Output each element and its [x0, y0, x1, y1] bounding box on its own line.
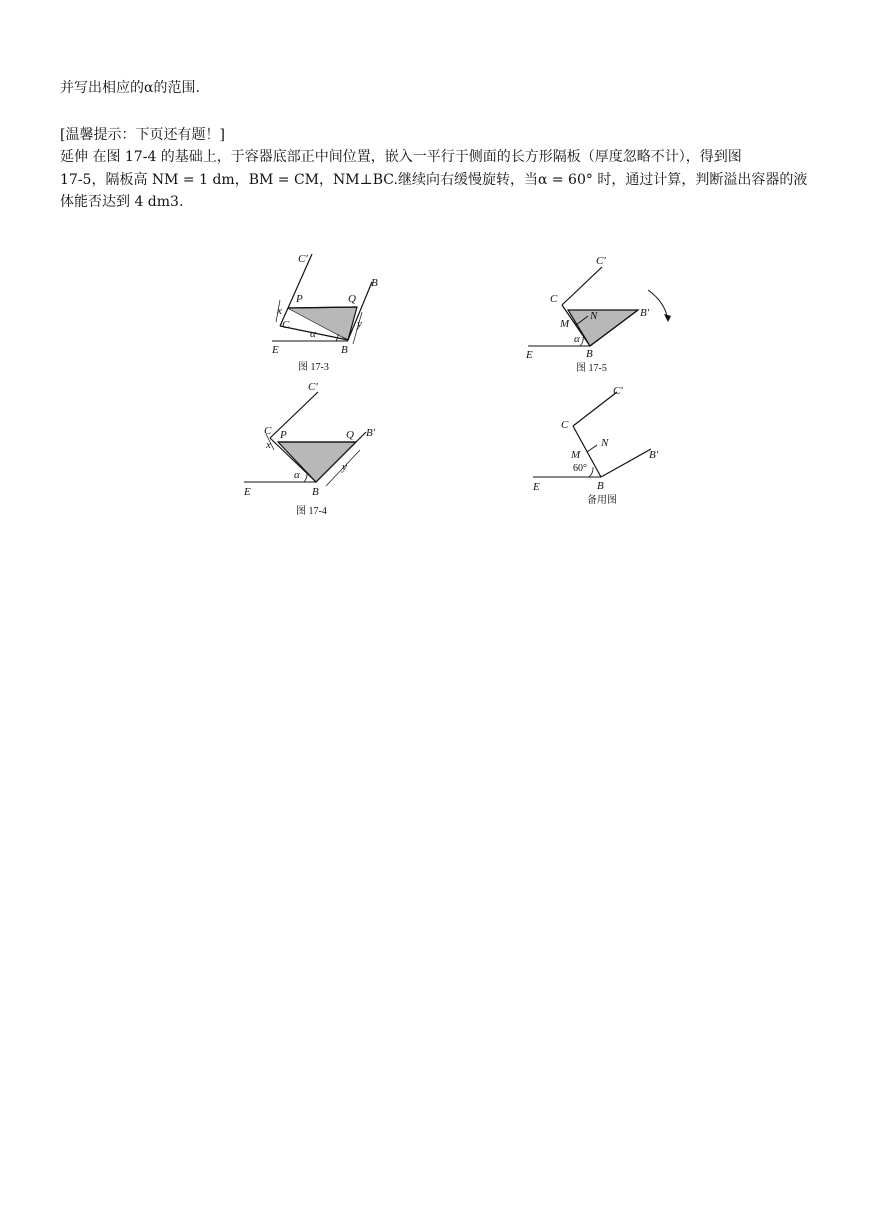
label-B: B [371, 277, 378, 289]
label-B: B [597, 480, 604, 492]
label-N: N [590, 310, 598, 322]
label-alpha: α [310, 328, 316, 340]
label-C: C [550, 293, 558, 305]
figure-caption: 图 17-5 [576, 363, 607, 374]
label-C-prime: C′ [596, 255, 606, 267]
label-x: x [277, 305, 282, 317]
label-C-prime: C′ [613, 385, 623, 397]
divider-plate [587, 445, 597, 452]
label-B: B [586, 348, 593, 360]
container-wall-left [562, 267, 602, 305]
label-C-prime: C′ [298, 253, 308, 265]
label-C: C [282, 319, 290, 331]
label-E: E [244, 486, 251, 498]
label-N: N [601, 437, 609, 449]
label-60-degrees: 60° [573, 463, 587, 474]
label-C-prime: C′ [308, 381, 318, 393]
figure-caption: 图 17-3 [298, 362, 329, 373]
text-line-3: 延伸 在图 17-4 的基础上，于容器底部正中间位置，嵌入一平行于侧面的长方形隔板（厚度忽略不计），得到图 [60, 149, 742, 165]
figure-spare [525, 380, 695, 510]
figure-caption: 图 17-4 [296, 506, 327, 517]
text-line-5: 体能否达到 4 dm3. [60, 194, 184, 210]
label-E: E [533, 481, 540, 493]
label-x: x [266, 439, 271, 451]
label-B: B [312, 486, 319, 498]
text-line-1: 并写出相应的α的范围. [60, 80, 200, 96]
label-C: C [264, 425, 272, 437]
rotation-arrowhead [664, 314, 671, 322]
label-y: y [342, 461, 347, 473]
label-M: M [571, 449, 581, 461]
label-B-prime: B′ [640, 307, 650, 319]
label-P: P [296, 293, 303, 305]
container-wall-left [573, 392, 617, 426]
label-E: E [272, 344, 279, 356]
label-B-prime: B′ [366, 427, 376, 439]
label-B-prime: B′ [649, 449, 659, 461]
text-line-4: 17-5，隔板高 NM = 1 dm，BM = CM，NM⊥BC.继续向右缓慢旋转，当α = 60° 时，通过计算，判断溢出容器的液 [60, 172, 808, 188]
container-wall-left [270, 392, 318, 438]
label-C: C [561, 419, 569, 431]
figure-17-5 [520, 250, 690, 378]
figure-17-3 [240, 240, 410, 378]
label-M: M [560, 318, 570, 330]
label-E: E [526, 349, 533, 361]
figure-17-4 [238, 378, 408, 520]
label-alpha: α [574, 333, 580, 345]
label-alpha: α [294, 469, 300, 481]
hint-line: [温馨提示：下页还有题！] [60, 127, 225, 143]
figure-caption: 备用图 [587, 495, 617, 506]
label-P: P [280, 429, 287, 441]
container-wall-right [601, 449, 651, 477]
label-Q: Q [346, 429, 354, 441]
label-Q: Q [348, 293, 356, 305]
label-B-bottom: B [341, 344, 348, 356]
label-y: y [357, 318, 362, 330]
